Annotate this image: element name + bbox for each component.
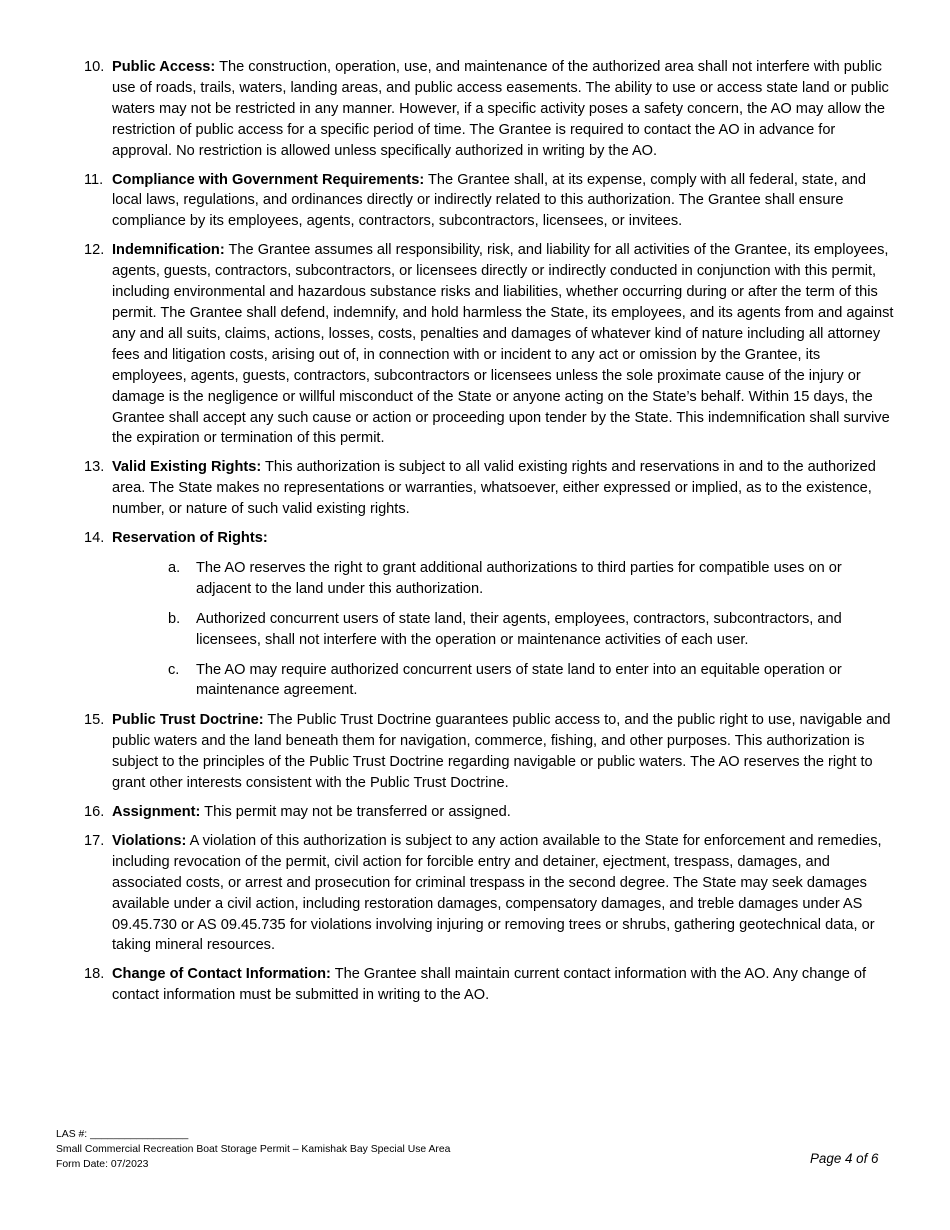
term-text: The Grantee shall, at its expense, comply with all federal, state, and local laws, regulations, and ordinances directly or indirectly related to this authorization. The Grantee shall ensure compliance by its employees, agents, contractors, subcontractors, licensees, or invitees. [112,171,867,230]
term-11-compliance [84,170,896,233]
term-title: Reservation of Rights: [112,530,268,547]
term-text: The construction, operation, use, and maintenance of the authorized area shall not interfere with public use of roads, trails, waters, landing areas, and public access easements. The ability to use or access state land or public waters may not be restricted in any manner. However, if a specific activity poses a safety concern, the AO may allow the restriction of public access for a specific period of time. The Grantee is required to contact the AO in advance for approval. No restriction is allowed unless specifically authorized in writing by the AO. [112,59,889,159]
subitem-letter: b. [168,610,181,627]
subitem-letter: a. [168,559,181,576]
term-13-valid-existing-rights [84,457,896,520]
term-12-indemnification [84,240,896,449]
term-number: 17. [84,832,105,849]
term-title: Public Trust Doctrine: [112,712,264,729]
term-text: A violation of this authorization is subject to any action available to the State for enforcement and remedies, including revocation of the permit, civil action for forcible entry and detainer, ejectment, trespass, damages, and associated costs, or arrest and prosecution for criminal trespass in the second degree. The State may seek damages available under a civil action, including restoration damages, compensatory damages, and treble damages under AS 09.45.730 or AS 09.45.735 for violations involving injuring or removing trees or shrubs, gathering geotechnical data, or taking mineral resources. [112,832,882,954]
term-17-violations [84,831,896,956]
term-title: Change of Contact Information: [112,966,331,983]
subitem-letter: c. [168,661,180,678]
form-date: Form Date: 07/2023 [56,1159,149,1171]
subitem-a [140,558,896,600]
term-title: Indemnification: [112,242,225,259]
term-number: 15. [84,712,105,729]
term-15-public-trust-doctrine [84,710,896,794]
subitem-text: The AO reserves the right to grant additional authorizations to third parties for compatible uses on or adjacent to the land under this authorization. [196,559,842,597]
term-text: The Grantee assumes all responsibility, risk, and liability for all activities of the Grantee, its employees, agents, guests, contractors, subcontractors, or licensees directly or indirectly conducted in conjunction with this permit, including environmental and hazardous substance risks and liabilities, whether occurring during or after the term of this permit. The Grantee shall defend, indemnify, and hold harmless the State, its employees, and its agents from and against any and all suits, claims, actions, losses, costs, penalties and damages of whatever kind of nature including all attorney fees and litigation costs, arising out of, in connection with or incident to any act or omission by the Grantee, its employees, agents, guests, contractors, subcontractors or licensees unless the sole proximate cause of the injury or damage is the negligence or willful misconduct of the State or anyone acting on the State’s behalf. Within 15 days, the Grantee shall accept any such cause or action or proceeding upon tender by the State. This indemnification shall survive the expiration or termination of this permit. [112,242,894,447]
term-text: The Public Trust Doctrine guarantees public access to, and the public right to use, navigable and public waters and the land beneath them for navigation, commerce, fishing, and other purposes. This authorization is subject to the principles of the Public Trust Doctrine regarding navigable or public waters. The AO reserves the right to grant other interests consistent with the Public Trust Doctrine. [112,712,891,792]
term-title: Compliance with Government Requirements: [112,171,425,188]
subitem-c [140,660,896,702]
las-number-line: LAS #: _________________ [56,1129,189,1140]
term-text: This permit may not be transferred or assigned. [200,804,511,820]
term-title: Public Access: [112,59,216,75]
term-text: The Grantee shall maintain current contact information with the AO. Any change of contact information must be submitted in writing to the AO. [112,966,867,1004]
reservation-subitems [112,558,896,701]
term-text: This authorization is subject to all valid existing rights and reservations in and to the authorized area. The State makes no representations or warranties, whatsoever, either expressed or implied, as to the existence, number, or nature of such valid existing rights. [112,459,876,518]
subitem-text: The AO may require authorized concurrent users of state land to enter into an equitable operation or maintenance agreement. [196,661,842,699]
term-16-assignment [84,802,896,823]
term-14-reservation-of-rights [84,528,896,701]
term-number: 10. [84,59,105,75]
page-number: Page 4 of 6 [810,1151,879,1166]
form-title: Small Commercial Recreation Boat Storage Permit – Kamishak Bay Special Use Area [56,1144,451,1156]
term-number: 18. [84,966,105,983]
term-number: 16. [84,804,105,820]
term-18-change-of-contact [84,964,896,1006]
term-10-public-access [84,57,896,162]
subitem-b [140,609,896,651]
permit-terms-list [84,57,896,1014]
term-title: Valid Existing Rights: [112,459,262,476]
page-footer [56,1127,450,1173]
term-number: 13. [84,459,105,476]
term-title: Violations: [112,832,187,849]
term-number: 14. [84,530,105,547]
subitem-text: Authorized concurrent users of state land, their agents, employees, contractors, subcontractors, and licensees, shall not interfere with the operation or maintenance activities of each user. [196,610,842,648]
term-number: 11. [84,171,104,188]
term-number: 12. [84,242,105,259]
term-title: Assignment: [112,804,201,820]
